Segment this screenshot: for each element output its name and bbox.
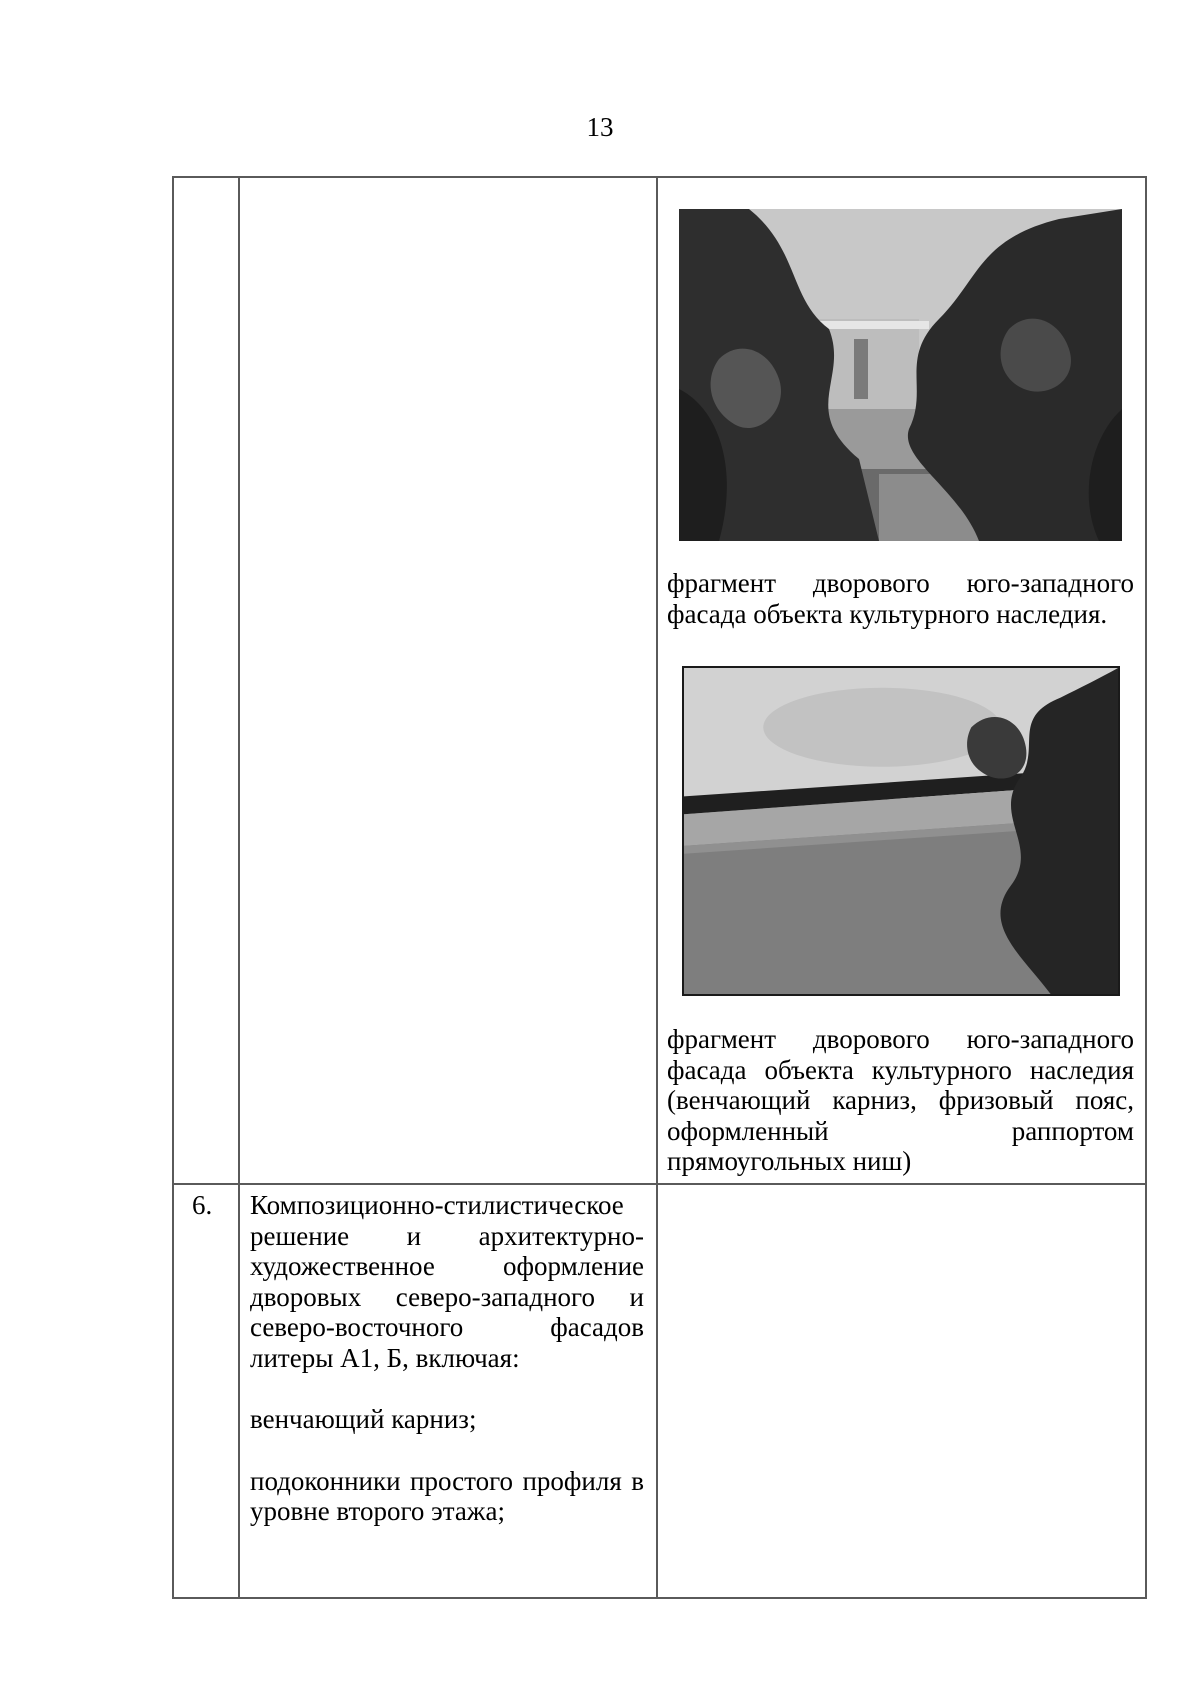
table-col-divider-2 xyxy=(656,176,658,1599)
table-border-bottom xyxy=(172,1597,1147,1599)
row6-item-sills: подоконники простого профиля в уровне второго этажа; xyxy=(250,1465,644,1526)
table-border-top xyxy=(172,176,1147,178)
photo2-caption xyxy=(667,1024,1134,1177)
row6-description xyxy=(250,1190,644,1527)
photo2-caption-line-3: (венчающий карниз, фризовый пояс, xyxy=(667,1085,1134,1115)
photo2-caption-line-4: оформленный раппортом xyxy=(667,1115,1134,1146)
facade-courtyard-photo-icon xyxy=(679,209,1122,541)
page-number: 13 xyxy=(586,112,614,142)
photo2-caption-line-2: фасада объекта культурного наследия xyxy=(667,1054,1134,1085)
table-border-right xyxy=(1145,176,1147,1599)
photo2-caption-line-5: прямоугольных ниш) xyxy=(667,1146,912,1176)
table-row-divider xyxy=(172,1183,1147,1185)
table-col-divider-1 xyxy=(238,176,240,1599)
photo2-caption-line-1: фрагмент дворового юго-западного xyxy=(667,1024,1134,1054)
row-number: 6. xyxy=(192,1190,213,1220)
cornice-photo-icon xyxy=(682,666,1120,996)
table-border-left xyxy=(172,176,174,1599)
photo1-caption: фрагмент дворового юго-западного фасада объекта культурного наследия. xyxy=(667,568,1134,629)
row6-title: Композиционно-стилистическое решение и архитектурно-художественное оформление дворовых северо-западного и северо-восточного фасадов литеры А1, Б, включая: xyxy=(250,1190,644,1373)
row6-item-cornice: венчающий карниз; xyxy=(250,1404,477,1434)
